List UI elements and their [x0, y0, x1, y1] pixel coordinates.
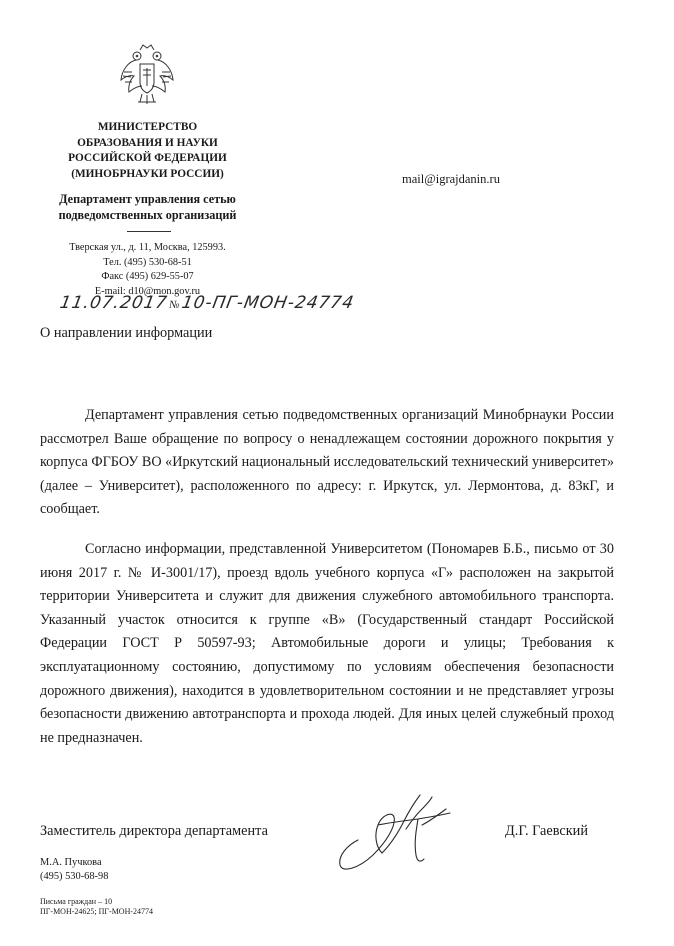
executor-name: М.А. Пучкова: [40, 857, 102, 868]
ministry-line: МИНИСТЕРСТВО: [97, 121, 198, 133]
executor-info: [40, 856, 108, 884]
recipient-email: mail@igrajdanin.ru: [402, 172, 500, 186]
footer-codes: [40, 897, 153, 917]
letter-subject: О направлении информации: [40, 325, 213, 341]
registration-number: 10-ПГ-МОН-24774: [180, 293, 356, 313]
handwritten-signature: [318, 785, 478, 880]
email: E-mail: d10@mon.gov.ru: [94, 285, 201, 297]
registration-date: 11.07.2017: [58, 293, 170, 313]
address: Тверская ул., д. 11, Москва, 125993.: [69, 242, 226, 253]
department-name: [40, 191, 255, 223]
department-line: подведомственных организаций: [58, 208, 237, 222]
contact-block: [40, 241, 255, 299]
ministry-name: [40, 120, 255, 182]
footer-line: Письма граждан – 10: [40, 897, 113, 906]
phone: Тел. (495) 530-68-51: [103, 256, 192, 268]
body-paragraph: Согласно информации, представленной Университетом (Пономарев Б.Б., письмо от 30 июня 2017 г. № И-3001/17), проезд вдоль учебного корпуса «Г» расположен на закрытой территории Университета и служит для движения служебного автомобильного транспорта. Указанный участок относится к группе «В» (Государственный стандарт Российской Федерации ГОСТ Р 50597-93; Автомобильные дороги и улицы; Требования к эксплуатационному состоянию, допустимому по условиям обеспечения безопасности дорожного движения), находится в удовлетворительном состоянии и не представляет угрозы безопасности движению автотранспорта и прохода людей. Для иных целей служебный проход не предназначен.: [40, 541, 614, 746]
body-paragraph: Департамент управления сетью подведомственных организаций Минобрнауки России рассмотрел Ваше обращение по вопросу о ненадлежащем состоянии дорожного покрытия у корпуса ФГБОУ ВО «Иркутский национальный исследовательский технический университет» (далее – Университет), расположенного по адресу: г. Иркутск, ул. Лермонтова, д. 83кГ, и сообщает.: [40, 407, 614, 518]
ministry-line: РОССИЙСКОЙ ФЕДЕРАЦИИ: [68, 152, 227, 165]
ministry-line: (МИНОБРНАУКИ РОССИИ): [71, 167, 224, 180]
letterhead-divider: [127, 231, 171, 232]
signatory-title: Заместитель директора департамента: [40, 823, 268, 839]
ministry-line: ОБРАЗОВАНИЯ И НАУКИ: [77, 136, 218, 149]
fax: Факс (495) 629-55-07: [101, 271, 194, 283]
registration-stamp: [58, 293, 356, 313]
executor-phone: (495) 530-68-98: [40, 871, 109, 882]
signatory-name: Д.Г. Гаевский: [505, 823, 588, 839]
number-sign: №: [167, 299, 181, 311]
footer-line: ПГ-МОН-24625; ПГ-МОН-24774: [40, 907, 154, 916]
russian-coat-of-arms-icon: [118, 42, 176, 112]
department-line: Департамент управления сетью: [59, 192, 236, 206]
